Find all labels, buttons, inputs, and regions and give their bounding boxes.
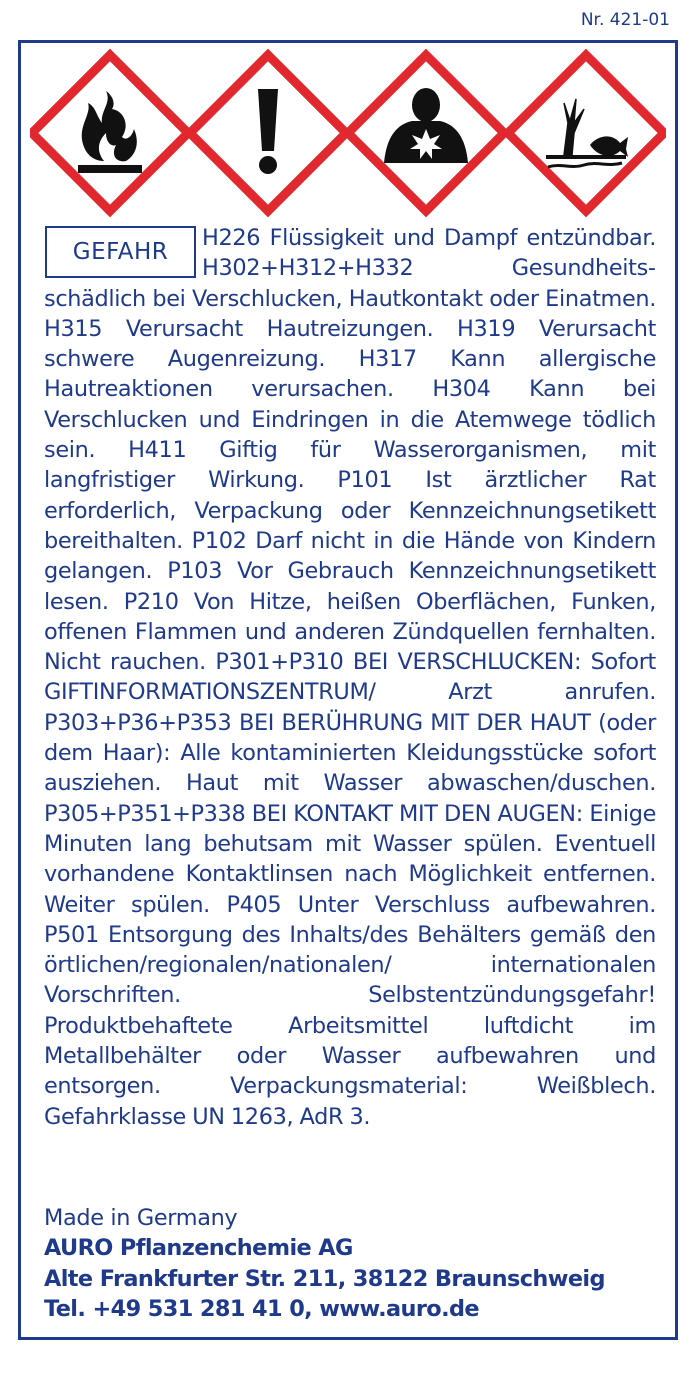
ghs-pictogram-row <box>30 48 666 218</box>
health-hazard-icon <box>348 55 504 211</box>
manufacturer-footer <box>44 1203 664 1324</box>
flame-icon <box>32 55 188 211</box>
origin-text: Made in Germany <box>44 1205 238 1231</box>
hazard-statements: H226 Flüssigkeit und Dampf entzündbar. H302+H312+H332 Gesundheitsschädlich bei Verschlucken, Hautkontakt oder Einatmen. H315 Verursacht Hautreizungen. H319 Verursacht schwere Augenreizung. H317 Kann allergische Hautreaktionen verursachen. H304 Kann bei Verschlucken und Eindringen in die Atemwege tödlich sein. H411 Giftig für Wasserorganismen, mit langfristiger Wirkung. P101 Ist ärztlicher Rat erforderlich, Verpackung oder Kennzeichnungsetikett bereithalten. P102 Darf nicht in die Hände von Kindern gelangen. P103 Vor Gebrauch Kennzeichnungsetikett lesen. P210 Von Hitze, heißen Oberflächen, Funken, offenen Flammen und anderen Zündquellen fernhalten. Nicht rauchen. P301+P310 BEI VERSCHLUCKEN: Sofort GIFTINFORMATIONSZENTRUM/ Arzt anrufen. P303+P36+P353 BEI BERÜHRUNG MIT DER HAUT (oder dem Haar): Alle kontaminierten Kleidungsstücke sofort ausziehen. Haut mit Wasser abwaschen/duschen. P305+P351+P338 BEI KONTAKT MIT DEN AUGEN: Einige Minuten lang behutsam mit Wasser spülen. Eventuell vorhandene Kontaktlinsen nach Möglichkeit entfernen. Weiter spülen. P405 Unter Verschluss aufbewahren. P501 Entsorgung des Inhalts/des Behälters gemäß den örtlichen/regionalen/nationalen/ internationalen Vorschriften. Selbstentzündungsgefahr! Produktbehaftete Arbeitsmittel luftdicht im Metallbehälter oder Wasser aufbewahren und entsorgen. Verpackungsmaterial: Weißblech. Gefahrklasse UN 1263, AdR 3. <box>44 225 656 1130</box>
signal-word-spacer <box>44 223 202 281</box>
company-address: Alte Frankfurter Str. 211, 38122 Braunschweig <box>44 1265 605 1292</box>
signal-word-box: GEFAHR <box>45 226 196 278</box>
company-name: AURO Pflanzenchemie AG <box>44 1235 353 1262</box>
environment-icon <box>508 55 664 211</box>
hazard-statements-text <box>44 223 656 1132</box>
exclamation-icon <box>190 55 346 211</box>
document-number: Nr. 421-01 <box>580 10 670 30</box>
company-contact: Tel. +49 531 281 41 0, www.auro.de <box>44 1295 479 1322</box>
